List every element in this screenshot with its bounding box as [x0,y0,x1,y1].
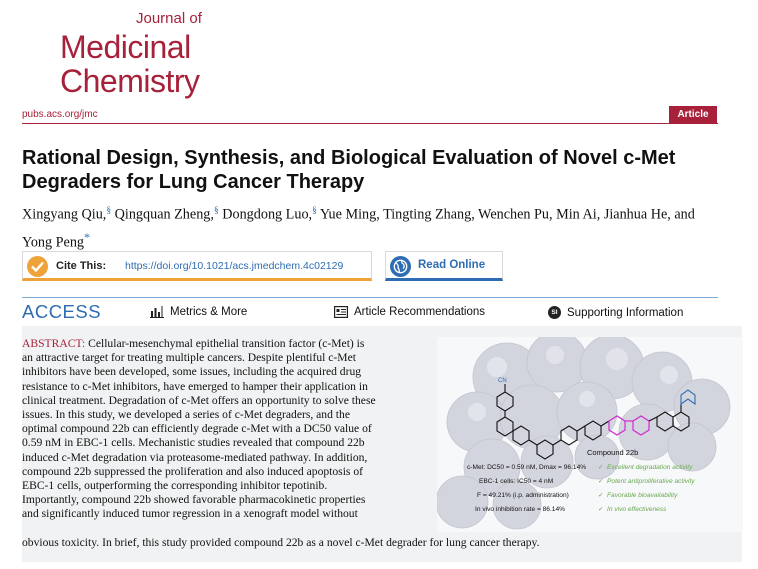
author-name[interactable]: Jianhua He, and Yong Peng [22,206,695,251]
si-icon: SI [548,306,561,319]
abstract-line: EBC-1 cells, outperforming the corresponding inhibitor tepotinib. [22,479,328,493]
protein-surface [437,337,730,529]
toc-property: c-Met: DC50 = 0.59 nM, Dmax = 96.14% [467,464,587,471]
abstract-line: optimal compound 22b can efficiently degrade c-Met with a DC50 value of [22,422,372,436]
journal-name-line1: Journal of [136,10,202,27]
metrics-more-label: Metrics & More [170,306,248,318]
bar-chart-icon [150,306,164,318]
abstract-line: inhibitors have been developed, some issues, including the acquired drug [22,365,362,379]
journal-url[interactable]: pubs.acs.org/jmc [22,109,98,120]
article-title: Rational Design, Synthesis, and Biological Evaluation of Novel c-Met Degraders for Lung Cancer Therapy [22,147,676,193]
article-list-icon [334,306,348,318]
access-label: ACCESS [22,301,102,322]
abstract-line: induced c-Met degradation via proteasome-mediated pathway. In addition, [22,450,368,464]
abstract-line: an attractive target for treating multiple cancers. Despite plentiful c-Met [22,351,356,365]
journal-name-line2: Medicinal [60,29,191,65]
article-recommendations-button[interactable] [334,306,485,318]
compound-label: Compound 22b [587,448,639,457]
supporting-information-label: Supporting Information [567,306,684,319]
toc-property: In vivo inhibition rate = 86.14% [475,506,565,513]
corresponding-author-mark: * [84,229,91,244]
svg-text:CN: CN [498,378,507,384]
toc-highlight: In vivo effectiveness [607,506,667,513]
abstract-text [22,337,433,522]
read-online-label: Read Online [418,259,486,271]
globe-icon [390,256,411,277]
abstract-line: 0.59 nM in EBC-1 cells. Mechanistic studies revealed that compound 22b [22,436,365,450]
cite-this-box [22,251,372,281]
abstract-line: issues. In this study, we developed a series of c-Met degraders, and the [22,408,350,422]
abstract-line: resistance to c-Met inhibitors, have emerged to hamper their application in [22,379,368,393]
header-divider [22,123,718,124]
toc-highlight: Potent antiproliferative activity [607,478,695,485]
author-affiliation-mark: § [106,206,112,216]
doi-link[interactable]: https://doi.org/10.1021/acs.jmedchem.4c02129 [125,260,344,272]
access-divider [22,297,718,298]
author-name[interactable]: Dongdong Luo, [222,206,313,223]
abstract-line: compound 22b suppressed the proliferation and also induced apoptosis of [22,464,363,478]
cite-this-label: Cite This: [56,260,107,272]
toc-highlight: Favorable bioavailability [607,492,678,499]
toc-property: EBC-1 cells: IC50 = 4 nM [479,478,554,485]
abstract-line: and significantly induced tumor regression in a xenograft model without [22,507,358,521]
check-icon: ✓ [598,505,604,513]
abstract-label: ABSTRACT: [22,337,86,350]
author-name[interactable]: Qingquan Zheng, [114,206,214,223]
author-name[interactable]: Yue Ming, Tingting Zhang, Wenchen Pu, Min Ai, [319,206,601,223]
check-icon: ✓ [598,491,604,499]
toc-property: F = 49.21% (i.p. administration) [477,492,569,499]
journal-name-line3: Chemistry [60,63,200,99]
toc-graphic [437,337,743,532]
abstract-line: clinical treatment. Degradation of c-Met offers an opportunity to solve these [22,393,376,407]
author-affiliation-mark: § [312,206,317,216]
check-icon [27,256,48,277]
article-type-badge: Article [669,106,717,123]
check-icon: ✓ [598,477,604,485]
toc-highlight: Excellent degradation activity [607,464,693,471]
supporting-information-button[interactable] [548,306,683,319]
author-affiliation-mark: § [213,206,219,216]
abstract-line: ABSTRACT: Cellular-mesenchymal epithelial transition factor (c-Met) is [22,337,365,350]
abstract-line: obvious toxicity. In brief, this study provided compound 22b as a novel c-Met degrader for lung cancer therapy. [22,536,540,549]
author-list [22,200,722,253]
read-online-button[interactable] [385,251,503,281]
author-name[interactable]: Xingyang Qiu, [22,206,107,223]
toc-graphic-svg [437,337,743,532]
abstract-line: Importantly, compound 22b showed favorable pharmacokinetic properties [22,493,366,507]
check-icon: ✓ [598,463,604,471]
metrics-more-button[interactable] [150,306,247,318]
article-recommendations-label: Article Recommendations [354,306,486,318]
